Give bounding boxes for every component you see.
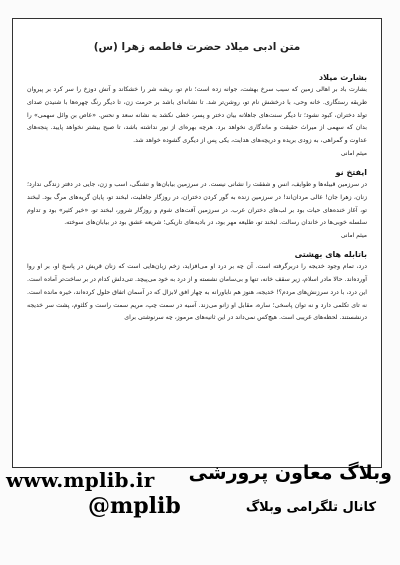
section-smile xyxy=(27,168,367,242)
section-paragraph: درد، تمام وجود خدیجه را دربرگرفته است. آن چه بر درد او می‌افزاید، زخم زبان‌هایی است که زنان قریش در پاسخ او، بر او روا آورده‌اند. حالا مادر اسلام، زیر سقف خانه، تنها و بی‌سامان نشسته و از درد به خود می‌پیچد. تنی‌دلش کدام در بر ساخت‌تر آماده است. این درد، با درد سرزنش‌های مردم؟! خدیجه، هنوز هم ناباورانه به چهار افق لابزال که در آسمان اتفاق حلول کرده‌اند، خیره مانده است. نه تای تکلمی دارد و نه توان پاسخی؛ ساره، مقابل او زانو می‌زند. آسیه در سمت چپ، مریم سمت راست و کلثوم، پشت سر خدیجه درنشستند. لحظه‌های غریبی است. هیچ‌کس نمی‌داند در این ثانیه‌های مرموز، چه سرنوشتی برای xyxy=(27,263,367,322)
section-signature: میثم امانی xyxy=(340,232,367,240)
section-paragraph: در سرزمین قبیله‌ها و طوایف، انس و شفقت را نشانی نیست. در سرزمین بیابان‌ها و تشنگی، اسب و زن، جایی در دفتر زندگی ندارد؛ زنان، زهرا جان! عالی مردان‌اند! در سرزمین زنده به گور کردن دختران، در روزگار جاهلیت، لبخند تو، پایان گریه‌های مرگ بود. لبخند تو، آغاز خنده‌های حیات بود بر لب‌های دختران عرب. در سرزمین آفت‌های شوم و روزگار شرور، لبخند تو، «خیر کثیر» بود و تداوم سلسله خوبی‌ها در خاندان رسالت. لبخند تو، طلیعه مهر بود، در بادیه‌های تاریکی؛ شریعه عشق بود در بیابان‌های سوخته. xyxy=(27,180,367,227)
watermark-brand: وبلاگ معاون پرورشی xyxy=(188,462,392,484)
document-content xyxy=(27,73,367,325)
watermark-channel: کانال تلگرامی وبلاگ xyxy=(245,500,376,515)
watermark-site-url: www.mplib.ir xyxy=(6,468,155,492)
section-heading: باتابله های بهشتی xyxy=(294,250,367,260)
section-heading: بشارت میلاد xyxy=(319,73,367,82)
section-heading: ایفتخ نو xyxy=(335,167,367,177)
watermark-handle: @mplib xyxy=(88,493,181,519)
section-heavenly-midwives xyxy=(27,250,367,325)
section-signature: میثم امانی xyxy=(340,149,367,157)
section-paragraph: بشارت باد بر اهالی زمین که سیب سرخ بهشت، جوانه زده است؛ نام تو، ریشه شر را خشکاند و آتش دوزخ را سر کرد بر پیروان طریقه رستگاری. خانه وحی، با درخشش نام تو، روشن‌تر شد. تا نشانه‌ای باشد بر حرمت زن، تا دیگر رنگ چهره‌ها با شنیدن صدای تولد دختران، کبود نشود؛ تا دیگر سنت‌های جاهلانه بیان دختر و پسر، خطی نکشد به نشانه سعد و نحس. «عاص بن وائل سهمی» را بدان که سهمی از میراث حقیقت و ماندگاری نخواهد برد. هرچه بهره‌ای از نور نداشته باشد، تا صبح بیشتر نخواهد پایید. پنجه‌های عداوت و گمراهی، به زودی بریده و دریچه‌های هدایت، یکی پس از دیگری گشوده خواهد شد. xyxy=(27,86,367,145)
page-title: متن ادبی میلاد حضرت فاطمه زهرا (س) xyxy=(93,41,301,53)
document-frame xyxy=(12,18,382,468)
section-birth-news xyxy=(27,73,367,160)
